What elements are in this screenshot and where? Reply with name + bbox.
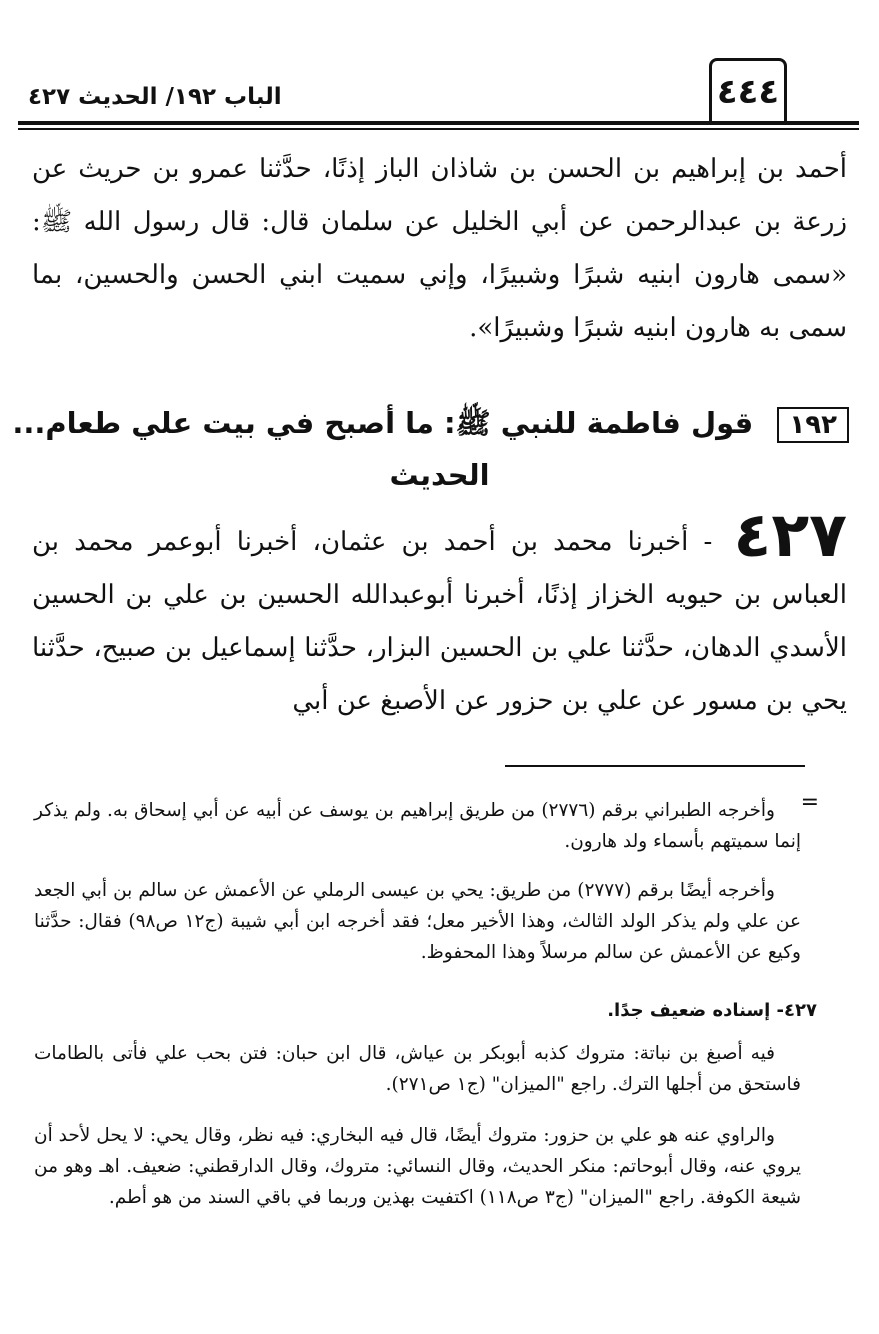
intro-paragraph: أحمد بن إبراهيم بن الحسن بن شاذان الباز إذنًا، حدَّثنا عمرو بن حريث عن زرعة بن عبدالرحمن عن أبي الخليل عن سلمان قال: قال رسول الله ﷺ: «سمى هارون ابنيه شبرًا وشبيرًا، وإني سميت ابني الحسن والحسين، بما سمى به هارون ابنيه شبرًا وشبيرًا». [32,154,847,343]
section-title: قول فاطمة للنبي ﷺ: ما أصبح في بيت علي طعام... [12,406,754,440]
section-heading [12,403,849,443]
header-rule-thin [18,128,859,130]
footnote-paragraph [34,1038,801,1100]
footnote-text: فيه أصبغ بن نباتة: متروك كذبه أبوبكر بن عياش، قال ابن حبان: فتن بحب علي فأتى بالطامات فاستحق من أجلها الترك. راجع "الميزان" (ج١ ص٢٧١). [34,1043,801,1095]
header-rule-thick [18,121,859,125]
footnote-paragraph [34,875,801,968]
chapter-label: الباب ١٩٢/ الحديث ٤٢٧ [28,84,282,110]
footnote-paragraph [34,1120,801,1213]
hadith-paragraph [32,498,848,728]
footnote-text: والراوي عنه هو علي بن حزور: متروك أيضًا، قال فيه البخاري: فيه نظر، وقال يحي: لا يحل لأحد أن يروي عنه، وقال أبوحاتم: منكر الحديث، وقال النسائي: متروك، وقال الدارقطني: ضعيف. اهـ وهو من شيعة الكوفة. راجع "الميزان" (ج٣ ص١١٨) اكتفيت بهذين وربما في باقي السند من هو أطم. [34,1125,801,1208]
footnote-text: وأخرجه الطبراني برقم (٢٧٧٦) من طريق إبراهيم بن يوسف عن أبيه عن أبي إسحاق به. ولم يذكر إنما سميتهم بأسماء ولد هارون. [34,800,801,852]
footnote-heading: ٤٢٧- إسناده ضعيف جدًا. [607,1000,817,1021]
hadith-text: - أخبرنا محمد بن أحمد بن عثمان، أخبرنا أبوعمر محمد بن العباس بن حيويه الخزاز إذنًا، أخبرنا أبوعبدالله الحسين بن علي بن الحسين الأسدي الدهان، حدَّثنا علي بن الحسين البزار، حدَّثنا إسماعيل بن صبيح، حدَّثنا يحي بن مسور عن علي بن حزور عن الأصبغ عن أبي [32,527,847,716]
running-header [0,0,879,140]
page-number: ٤٤٤ [709,58,787,123]
section-number-box: ١٩٢ [777,407,849,443]
footnote-separator [505,765,805,767]
footnote-paragraph [34,795,801,857]
continuation-mark: = [800,790,819,815]
section-subtitle: الحديث [389,458,490,492]
footnote-text: وأخرجه أيضًا برقم (٢٧٧٧) من طريق: يحي بن عيسى الرملي عن الأعمش عن سالم بن أبي الجعد عن علي ولم يذكر الولد الثالث، وهذا الأخير معل؛ فقد أخرجه ابن أبي شيبة (ج١٢ ص٩٨) فقال: حدَّثنا وكيع عن الأعمش عن سالم مرسلاً وهذا المحفوظ. [34,880,801,963]
hadith-number: ٤٢٧ [733,498,848,571]
